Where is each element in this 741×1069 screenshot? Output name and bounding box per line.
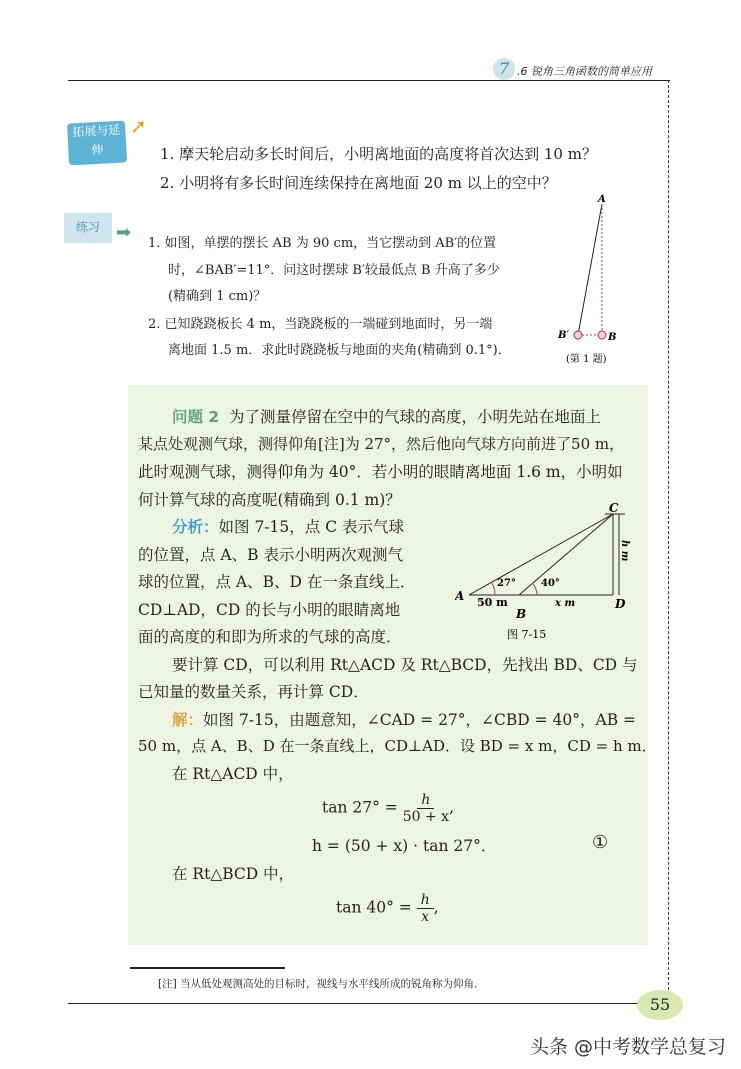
equation-3 bbox=[336, 892, 439, 925]
extension-badge: 拓展与延伸 bbox=[67, 121, 127, 166]
margin-dashed-line bbox=[668, 80, 669, 1000]
analysis-more-line: 已知量的数量关系，再计算 CD． bbox=[138, 683, 369, 701]
analysis-line: CD⊥AD，CD 的长与小明的眼睛离地 bbox=[138, 601, 401, 619]
eq-left: tan 40° = bbox=[336, 898, 412, 917]
solution-label: 解： bbox=[172, 711, 204, 729]
problem-line: 此时观测气球，测得仰角为 40°．若小明的眼睛离地面 1.6 m，小明如 bbox=[138, 463, 623, 481]
fraction bbox=[417, 892, 434, 925]
point-b-prime-label: B′ bbox=[558, 330, 570, 341]
point-b-label: B bbox=[516, 607, 527, 621]
point-c-label: C bbox=[609, 501, 619, 515]
angle-40-label: 40° bbox=[541, 578, 560, 589]
arrow-icon: ➚ bbox=[130, 114, 147, 138]
analysis-line: 的位置，点 A、B 表示小明两次观测气 bbox=[138, 546, 403, 564]
problem-line bbox=[172, 405, 601, 427]
analysis-line: 球的位置，点 A、B、D 在一条直线上． bbox=[138, 573, 416, 591]
analysis-line bbox=[172, 515, 404, 537]
angle-27-label: 27° bbox=[497, 578, 516, 589]
equation-1 bbox=[322, 792, 454, 825]
solution-line: 50 m，点 A、B、D 在一条直线上，CD⊥AD．设 BD = x m，CD = h m． bbox=[138, 737, 657, 755]
figure-caption: 图 7-15 bbox=[507, 628, 547, 641]
problem-line: 何计算气球的高度呢(精确到 0.1 m)？ bbox=[138, 491, 401, 509]
section-title-text: 锐角三角函数的简单应用 bbox=[531, 65, 652, 78]
extension-question: 1. 摩天轮启动多长时间后，小明离地面的高度将首次达到 10 m？ bbox=[160, 145, 597, 163]
pendulum-figure bbox=[550, 190, 640, 370]
solution-line: 在 Rt△BCD 中， bbox=[172, 865, 295, 883]
exercise-line: 1. 如图，单摆的摆长 AB 为 90 cm，当它摆动到 AB′的位置 bbox=[148, 236, 497, 251]
numerator: h bbox=[417, 792, 434, 809]
problem-label: 问题 2 bbox=[172, 408, 220, 426]
length-ab-label: 50 m bbox=[477, 596, 508, 609]
eq-end: , bbox=[449, 798, 454, 817]
analysis-more-line: 要计算 CD，可以利用 Rt△ACD 及 Rt△BCD，先找出 BD、CD 与 bbox=[172, 656, 638, 674]
footnote-rule bbox=[130, 967, 285, 969]
denominator: x bbox=[421, 909, 430, 925]
solution-line: 在 Rt△ACD 中， bbox=[172, 765, 294, 783]
exercise-line: 离地面 1.5 m．求此时跷跷板与地面的夹角(精确到 0.1°)． bbox=[168, 343, 511, 358]
analysis-line: 面的高度的和即为所求的气球的高度． bbox=[138, 628, 402, 646]
figure-caption: (第 1 题) bbox=[566, 354, 607, 365]
point-a-label: A bbox=[598, 194, 606, 205]
section-title bbox=[517, 63, 652, 79]
equation-marker: ① bbox=[592, 832, 609, 853]
exercise-line: 2. 已知跷跷板长 4 m，当跷跷板的一端碰到地面时，另一端 bbox=[148, 317, 493, 332]
problem-line: 某点处观测气球，测得仰角[注]为 27°，然后他向气球方向前进了50 m， bbox=[138, 435, 625, 453]
footnote: [注] 当从低处观测高处的目标时，视线与水平线所成的锐角称为仰角． bbox=[158, 978, 485, 990]
fraction bbox=[403, 792, 449, 825]
eq-end: , bbox=[433, 898, 439, 917]
point-d-label: D bbox=[615, 597, 626, 611]
point-b-label: B bbox=[608, 332, 617, 343]
length-bd-label: x m bbox=[555, 598, 576, 609]
solution-line bbox=[172, 708, 636, 730]
denominator: 50 + x bbox=[402, 809, 450, 825]
eq-left: tan 27° = bbox=[322, 798, 398, 817]
length-cd-label: h m bbox=[619, 540, 630, 562]
watermark: 头条 @中考数学总复习 bbox=[530, 1036, 727, 1058]
header-rule bbox=[68, 80, 670, 81]
analysis-text: 如图 7-15，点 C 表示气球 bbox=[218, 518, 404, 536]
footer-rule bbox=[68, 1003, 638, 1004]
point-a-label: A bbox=[455, 589, 465, 603]
arrow-icon: ➡ bbox=[116, 222, 132, 243]
equation-2: h = (50 + x) · tan 27°． bbox=[312, 837, 497, 855]
exercise-badge: 练习 bbox=[64, 213, 112, 243]
page-number: 55 bbox=[637, 990, 683, 1020]
exercise-line: 时，∠BAB′=11°．问这时摆球 B′较最低点 B 升高了多少 bbox=[168, 263, 500, 278]
extension-question: 2. 小明将有多长时间连续保持在离地面 20 m 以上的空中？ bbox=[160, 174, 557, 192]
problem-text: 为了测量停留在空中的气球的高度，小明先站在地面上 bbox=[229, 408, 602, 426]
analysis-label: 分析： bbox=[172, 518, 219, 536]
section-suffix: .6 bbox=[517, 65, 528, 78]
section-number: 7 bbox=[493, 58, 515, 80]
numerator: h bbox=[417, 892, 434, 909]
exercise-line: (精确到 1 cm)？ bbox=[168, 289, 267, 304]
balloon-figure bbox=[455, 500, 635, 650]
solution-text: 如图 7-15，由题意知，∠CAD = 27°，∠CBD = 40°，AB = bbox=[203, 711, 637, 729]
